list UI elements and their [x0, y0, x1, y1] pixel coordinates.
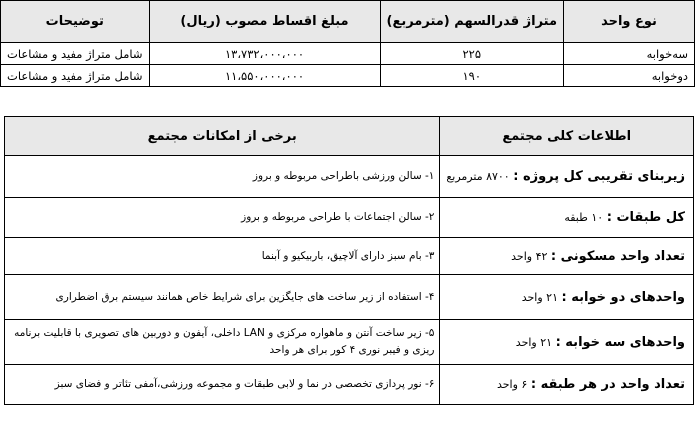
feature-item: ۳- بام سبز دارای آلاچیق، باربیکیو و آبنما: [5, 238, 440, 275]
stat-floors: [440, 198, 694, 238]
complex-info-table: [4, 116, 694, 405]
info-header-row: [5, 117, 694, 156]
stat-label: تعداد واحد مسکونی :: [550, 248, 685, 264]
amount-cell: ۱۱،۵۵۰،۰۰۰،۰۰۰: [149, 65, 380, 87]
stat-units-per-floor: [440, 365, 694, 405]
header-general-info: اطلاعات کلی مجتمع: [440, 117, 694, 156]
feature-item: ۱- سالن ورزشی باطراحی مربوطه و بروز: [5, 156, 440, 198]
stat-value: ۸۷۰۰ مترمربع: [446, 170, 510, 183]
area-cell: ۲۲۵: [380, 43, 564, 65]
stat-value: ۱۰ طبقه: [564, 211, 604, 224]
note-cell: شامل متراژ مفید و مشاعات: [1, 65, 150, 87]
table-row: [5, 365, 694, 405]
stat-three-bedroom: [440, 320, 694, 365]
header-unit-type: نوع واحد: [564, 1, 695, 43]
units-header-row: [1, 1, 695, 43]
feature-item: ۶- نور پردازی تخصصی در نما و لابی طبقات و مجموعه ورزشی،آمفی تئاتر و فضای سبز: [5, 365, 440, 405]
feature-item: ۵- زیر ساخت آنتن و ماهواره مرکزی و LAN داخلی، آیفون و دوربین های تصویری با قابلیت برنامه ریزی و فیبر نوری ۴ کور برای هر واحد: [5, 320, 440, 365]
stat-value: ۴۲ واحد: [511, 249, 548, 263]
stat-label: کل طبقات :: [606, 210, 685, 225]
stat-residential-units: [440, 238, 694, 275]
stat-label: تعداد واحد در هر طبقه :: [530, 377, 685, 392]
stat-label: واحدهای سه خوابه :: [555, 334, 685, 350]
feature-item: ۲- سالن اجتماعات با طراحی مربوطه و بروز: [5, 198, 440, 238]
unit-type-cell: دوخوابه: [564, 65, 695, 87]
table-row: [1, 43, 695, 65]
note-cell: شامل متراژ مفید و مشاعات: [1, 43, 150, 65]
units-table: [0, 0, 695, 87]
stat-label: زیربنای تقریبی کل پروژه :: [513, 169, 685, 184]
header-features: برخی از امکانات مجتمع: [5, 117, 440, 156]
stat-two-bedroom: [440, 275, 694, 320]
header-area: متراژ قدرالسهم (مترمربع): [380, 1, 564, 43]
unit-type-cell: سه‌خوابه: [564, 43, 695, 65]
table-row: [5, 198, 694, 238]
stat-value: ۲۱ واحد: [521, 290, 558, 304]
table-row: [5, 238, 694, 275]
stat-value: ۶ واحد: [496, 378, 528, 391]
table-row: [5, 156, 694, 198]
amount-cell: ۱۳،۷۳۲،۰۰۰،۰۰۰: [149, 43, 380, 65]
feature-item: ۴- استفاده از زیر ساخت های جایگزین برای شرایط خاص همانند سیستم برق اضطراری: [5, 275, 440, 320]
stat-label: واحدهای دو خوابه :: [561, 289, 685, 305]
table-row: [5, 275, 694, 320]
header-amount: مبلغ اقساط مصوب (ریال): [149, 1, 380, 43]
header-notes: توضیحات: [1, 1, 150, 43]
table-row: [1, 65, 695, 87]
stat-value: ۲۱ واحد: [515, 335, 553, 349]
stat-total-area: [440, 156, 694, 198]
area-cell: ۱۹۰: [380, 65, 564, 87]
table-row: [5, 320, 694, 365]
